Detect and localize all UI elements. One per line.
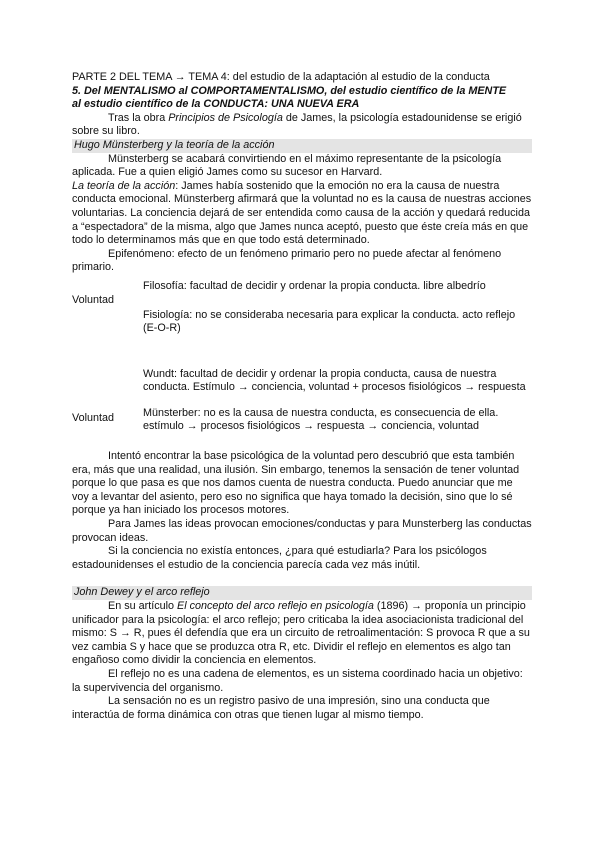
voluntad-definition-munsterberg: Münsterber: no es la causa de nuestra conducta, es consecuencia de ella. estímulo → procesos fisiológicos → respuesta → conciencia, voluntad: [143, 406, 499, 433]
intro-book-title: Principios de Psicología: [168, 111, 283, 124]
document-header: PARTE 2 DEL TEMA → TEMA 4: del estudio de la adaptación al estudio de la conducta: [72, 71, 490, 83]
section-title-dewey: John Dewey y el arco reflejo: [72, 586, 532, 600]
voluntad-label-2: Voluntad: [72, 411, 115, 424]
section-heading-line-1: 5. Del MENTALISMO al COMPORTAMENTALISMO, del estudio científico de la MENTE: [72, 84, 507, 97]
dewey-text-pre: En su artículo: [108, 600, 178, 612]
james-vs-munsterberg-paragraph: Para James las ideas provocan emociones/conductas y para Munsterberg las conductas provocan ideas.: [72, 518, 532, 544]
section-title-munsterberg: Hugo Münsterberg y la teoría de la acción: [72, 139, 532, 153]
munsterberg-paragraph-1: Münsterberg se acabará convirtiendo en el máximo representante de la psicología aplicada. Fue a quien eligió James como su sucesor en Harvard.: [72, 152, 502, 179]
dewey-text-post: (1896) → proponía un principio unificador para la psicología: el arco reflejo; pero criticaba la idea asociacionista tradicional del mismo: S → R, pues él defendía que era un circuito de retroalimentación: S provoca R que a su vez cambia S y hace que se produzca otra R, etc. Dividir el reflejo en elementos es algo tan engañoso como dividir la conciencia en elementos.: [72, 600, 530, 667]
voluntad-definition-philosophy: Filosofía: facultad de decidir y ordenar la propia conducta. libre albedrío: [143, 279, 486, 292]
theory-of-action-label: La teoría de la acción: [72, 179, 176, 192]
dewey-paragraph-1: [72, 600, 532, 668]
section-heading-line-2: al estudio científico de la CONDUCTA: UNA NUEVA ERA: [72, 98, 360, 111]
voluntad-definition-wundt: Wundt: facultad de decidir y ordenar la propia conducta, causa de nuestra conducta. Estímulo → conciencia, voluntad + procesos fisiológicos → respuesta: [143, 367, 526, 394]
dewey-paragraph-3: La sensación no es un registro pasivo de una impresión, sino una conducta que interactúa de forma dinámica con otras que tienen lugar al mismo tiempo.: [72, 695, 490, 721]
document-body: [72, 71, 532, 722]
theory-of-action-text: : James había sostenido que la emoción no era la causa de nuestra conducta emocional. Münsterberg afirmará que la voluntad no es la causa de nuestras acciones voluntarias. La conciencia dejará de ser entendida como causa de la acción y quedará reducida a “espectadora” de la misma, algo que James nunca aceptó, puesto que éste creía más en que todo lo determinamos más que en que todo está determinado.: [72, 179, 532, 247]
dewey-article-title: El concepto del arco reflejo en psicología: [177, 600, 374, 612]
dewey-paragraph-2: El reflejo no es una cadena de elementos, es un sistema coordinado hacia un objetivo: la supervivencia del organismo.: [72, 667, 523, 694]
will-illusion-paragraph: Intentó encontrar la base psicológica de la voluntad pero descubrió que esta también era, más que una realidad, una ilusión. Sin embargo, tenemos la sensación de tener voluntad porque lo que pasa es que nos damos cuenta de nuestra conducta. Puedo anunciar que me voy a levantar del asiento, pero eso no significa que haya tomado la decisión, sino que lo sé porque ya han iniciado los procesos motores.: [72, 450, 520, 517]
voluntad-definition-physiology: Fisiología: no se consideraba necesaria para explicar la conducta. acto reflejo (E-O-R): [143, 308, 516, 335]
consciousness-paragraph: Si la conciencia no existía entonces, ¿para qué estudiarla? Para los psicólogos estadounidenses el estudio de la conciencia parecía cada vez más inútil.: [72, 545, 487, 571]
voluntad-block-2: [72, 368, 532, 434]
epiphenomenon-paragraph: Epifenómeno: efecto de un fenómeno primario pero no puede afectar al fenómeno primario.: [72, 247, 502, 274]
intro-paragraph: [72, 112, 532, 139]
voluntad-label-1: Voluntad: [72, 293, 115, 306]
intro-text-pre: Tras la obra: [108, 111, 169, 124]
theory-of-action-paragraph: [72, 180, 532, 248]
intro-text-post: de James, la psicología estadounidense se erigió sobre su libro.: [72, 111, 522, 138]
voluntad-block-1: [72, 280, 532, 336]
